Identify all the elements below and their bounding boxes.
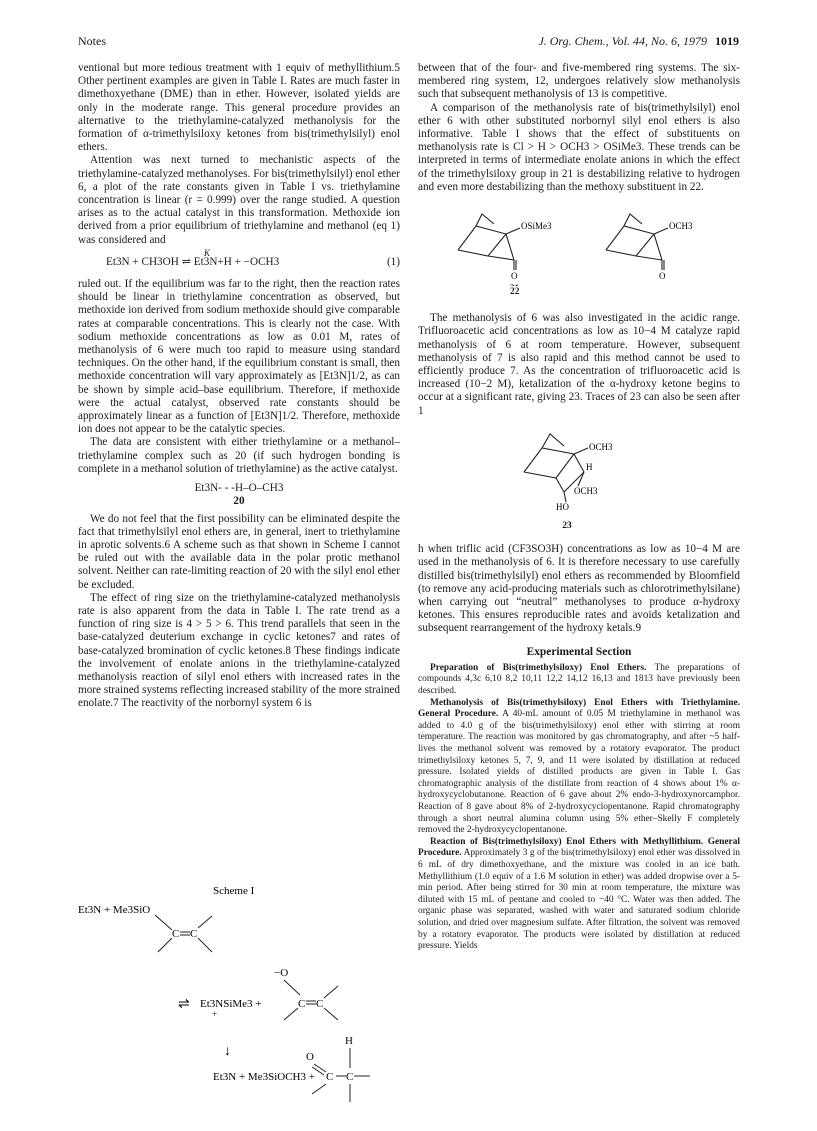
silylammonium: Et3NSiMe3 + xyxy=(200,998,262,1010)
scheme-drawing xyxy=(78,880,400,1120)
bond xyxy=(158,938,172,952)
structure-21 xyxy=(458,214,552,286)
equation-number: (1) xyxy=(386,255,400,268)
paragraph: We do not feel that the first possibility can be eliminated despite the fact that trimethylsilyl enol ethers are, in general, inert to triethylamine in aprotic solvents.6 A scheme such as that shown in Scheme I cannot be ruled out with the available data in the polar protic methanol solvent. Neither can rate-limiting reaction of 20 with the silyl enol ether be excluded. xyxy=(78,512,400,591)
enolate-oxygen: −O xyxy=(274,967,289,979)
running-head-right xyxy=(538,34,739,49)
complex-formula: Et3N- - -H–O–CH3 xyxy=(194,482,284,495)
equilibrium-constant: K xyxy=(204,247,211,258)
procedure-heading: Methanolysis of Bis(trimethylsiloxy) Enol Ethers with Triethylamine. General Procedure. xyxy=(418,697,740,720)
journal-citation: J. Org. Chem., Vol. 44, No. 6, 1979 xyxy=(538,34,707,48)
bond xyxy=(198,916,212,928)
scheme-products: Et3N + Me3SiOCH3 + xyxy=(213,1071,315,1083)
procedure-heading: Reaction of Bis(trimethylsiloxy) Enol Ethers with Methyllithium. General Procedure. xyxy=(418,836,740,859)
experimental-paragraph xyxy=(418,837,740,953)
product-oxygen: O xyxy=(306,1051,314,1063)
charge-plus: + xyxy=(212,1009,218,1019)
norbornanone-structures xyxy=(418,204,740,286)
scheme-reactants: Et3N + Me3SiO xyxy=(78,904,151,916)
bond xyxy=(284,1008,298,1020)
scheme-1 xyxy=(78,880,400,1120)
paragraph: between that of the four- and five-membered ring systems. The six-membered ring system, 12, undergoes relatively slow methanolysis such that subsequent methanolysis of 13 is competitive. xyxy=(418,62,740,101)
product-hydrogen: H xyxy=(345,1035,353,1047)
carbon-label: C xyxy=(346,1071,354,1083)
carbon-label: C xyxy=(172,928,180,940)
paragraph: ruled out. If the equilibrium was far to the right, then the reaction rates should be linear in triethylamine concentration as observed, but methoxide ion derived from sodium methoxide should give comparable rates at comparable concentrations. This is clearly not the case. With sodium methoxide concentrations as low as 0.01 M, rates of methanolysis of 6 were much too rapid to measure using standard techniques. On the other hand, if the equilibrium constant is small, then methoxide concentration will vary approximately as [Et3N]1/2, as can be shown by simple acid–base equilibrium. Therefore, if methoxide were the actual catalyst, observed rate constants should be approximately linear as a function of [Et3N]1/2. Therefore, methoxide ion does not appear to be the catalytic species. xyxy=(78,278,400,436)
substituent-label: OSiMe3 xyxy=(521,221,552,232)
arrow-equilibrium: ⇌ xyxy=(178,997,190,1012)
paragraph: The data are consistent with either triethylamine or a methanol–triethylamine complex such as 20 (if such hydrogen bonding is complete in a methanol solution of triethylamine) as the active catalyst. xyxy=(78,436,400,475)
hydroxy-label: HO xyxy=(556,501,569,512)
equation-body xyxy=(106,247,280,269)
page-number: 1019 xyxy=(715,34,739,48)
paragraph: The effect of ring size on the triethylamine-catalyzed methanolysis rate is also apparent from the data in Table I. The rate trend as a function of ring size is 4 > 5 > 6. This trend parallels that seen in the base-catalyzed deuterium exchange in cyclic ketones7 and rates of base-catalyzed bromination of cyclic ketones.8 These findings indicate the involvement of enolate anions in the triethylamine-catalyzed methanolysis reaction of silyl enol ethers with increased rates in the more strained systems reflecting increased stability of the more strained enolate.7 The reactivity of the norbornyl system 6 is xyxy=(78,591,400,710)
carbon-label: C xyxy=(190,928,198,940)
bond xyxy=(198,938,212,952)
methoxy-label: OCH3 xyxy=(574,485,598,496)
complex-number: 20 xyxy=(233,495,245,508)
paragraph: Attention was next turned to mechanistic aspects of the triethylamine-catalyzed methanolyses. For bis(trimethylsilyl) enol ether 6, a plot of the rate constants given in Table I vs. triethylamine concentration is linear (r = 0.999) over the range studied. A question arises as to the actual catalyst in this transformation. Methoxide ion derived from a prior equilibrium of triethylamine and methanol (eq 1) was considered and xyxy=(78,154,400,246)
scheme-title: Scheme I xyxy=(213,885,255,897)
section-heading: Experimental Section xyxy=(526,645,632,658)
structure-numbers xyxy=(418,287,740,302)
experimental-section xyxy=(418,663,740,953)
hydrogen-label: H xyxy=(586,461,593,472)
procedure-heading: Preparation of Bis(trimethylsiloxy) Enol Ethers. xyxy=(430,662,647,673)
ketal-structure xyxy=(418,428,740,520)
structures-21-22 xyxy=(418,204,740,302)
experimental-paragraph xyxy=(418,663,740,698)
bond xyxy=(284,980,300,995)
methoxy-label: OCH3 xyxy=(589,441,613,452)
procedure-body: Approximately 3 g of the bis(trimethylsiloxy) enol ether was dissolved in 6 mL of dry dimethoxyethane, and the mixture was cooled in an ice bath. Methyllithium (1.0 equiv of a 1.6 M solution in ether) was added dropwise over a 5-min period. After being stirred for 30 min at room temperature, the mixture was diluted with 15 mL of pentane and cooled to −40 °C. Water was then added. The organic phase was separated, washed with water and saturated sodium chloride solution, and dried over magnesium sulfate. After filtration, the solvent was removed by a rotatory evaporator. The products were isolated by distillation at reduced pressure. Yields xyxy=(418,848,740,952)
running-head-left: Notes xyxy=(78,34,106,48)
procedure-body: A 40-mL amount of 0.05 M triethylamine in methanol was added to 4.0 g of the bis(trimethylsiloxy) enol ether with stirring at room temperature. The reaction was monitored by gas chromatography, and after ~5 half-lives the methanol solvent was removed by a rotatory evaporator. The product trimethylsiloxy ketones 5, 7, 9, and 11 were isolated by distillation at reduced pressure. Isolated yields of distilled products are given in Table I. Gas chromatographic analysis of the distillate from reaction of 4 shows about 1% α-hydroxycyclobutanone. Reaction of 6 gave about 2% endo-3-hydroxynorcamphor. Reaction of 8 gave about 8% of 2-hydroxycyclopentanone. Rapid chromatography through a short neutral alumina column using 5% ether–Skelly F completely removed the 2-hydroxycyclopentanone. xyxy=(418,709,740,836)
carbon-label: C xyxy=(316,998,324,1010)
carbon-label: C xyxy=(326,1071,334,1083)
arrow-down: ↓ xyxy=(224,1044,231,1059)
procedure-body: The preparations of compounds 4,3c 6,10 8,2 10,11 12,2 14,12 16,13 and 1813 have previously been described. xyxy=(418,662,740,697)
compound-number-23: 23 xyxy=(562,521,572,532)
carbonyl-oxygen: O xyxy=(659,271,666,282)
equation-text: Et3N + CH3OH ⇌ Et3N+H + −OCH3 xyxy=(106,255,280,268)
carbonyl-oxygen: O xyxy=(511,271,518,282)
paragraph: h when triflic acid (CF3SO3H) concentrations as low as 10−4 M are used in the methanolysis of 6. It is therefore necessary to use carefully distilled bis(trimethylsilyl) enol ethers as recommended by Bloomfield (to remove any acid-producing materials such as chlorotrimethylsilane) when carrying out “neutral” methanolyses to produce α-hydroxy ketones. This ensures reproducible rates and avoids ketalization and subsequent rearrangement of the hydroxy ketals.9 xyxy=(418,543,740,635)
substituent-label: OCH3 xyxy=(669,221,693,232)
equation-1 xyxy=(106,247,400,269)
carbon-label: C xyxy=(298,998,306,1010)
paragraph: A comparison of the methanolysis rate of bis(trimethylsilyl) enol ether 6 with other substituted norbornyl silyl enol ethers is also informative. Table I shows that the effect of substituents on methanolysis rate is Cl > H > OCH3 > OSiMe3. These trends can be interpreted in terms of intermediate enolate anions in which the effect of the trimethylsiloxy group in 21 is destabilizing relative to hydrogen and even more destabilizing than the methoxy substituent in 22. xyxy=(418,101,740,193)
left-column xyxy=(78,62,400,711)
bond xyxy=(155,915,172,930)
structure-22 xyxy=(606,214,693,281)
paragraph: The methanolysis of 6 was also investigated in the acidic range. Trifluoroacetic acid concentrations as low as 10−4 M catalyze rapid methanolysis of 6 at room temperature. However, subsequent methanolysis of 7 is also rapid and this method cannot be used to efficiently produce 7. As the concentration of trifluoroacetic acid is increased (10−2 M), ketalization of the α-hydroxy ketone begins to occur at a significant rate, giving 23. Traces of 23 can also be seen after 1 xyxy=(418,312,740,417)
structure-23 xyxy=(418,428,740,533)
experimental-paragraph xyxy=(418,698,740,837)
right-column xyxy=(418,62,740,953)
bond xyxy=(312,1084,326,1094)
bond xyxy=(324,1008,338,1020)
compound-number-22: 22 xyxy=(510,287,520,298)
paragraph: ventional but more tedious treatment with 1 equiv of methyllithium.5 Other pertinent examples are given in Table I. Rates are much faster in dimethoxyethane (DME) than in ether. However, isolated yields are only in the moderate range. This general procedure provides an alternative to the triethylamine-catalyzed methanolysis for the formation of α-trimethylsiloxy ketones from bis(trimethylsilyl) enol ethers. xyxy=(78,62,400,154)
double-bond xyxy=(314,1064,326,1072)
bond xyxy=(324,986,338,998)
